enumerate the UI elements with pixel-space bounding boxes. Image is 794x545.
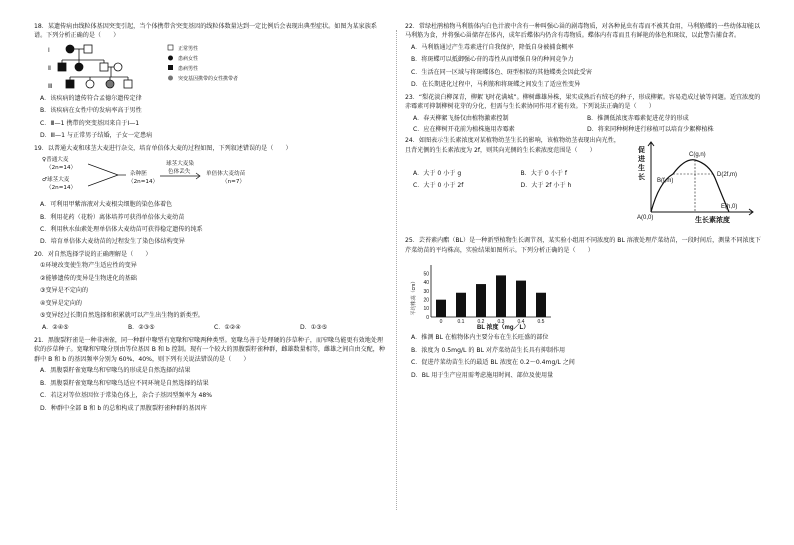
q20-item-1: ①环境改变使生物产生适应性的变异 [40,262,137,270]
q25-option-d: D．BL 用于生产应用需考虑施用时间、部位及使用量 [411,371,554,379]
q24-options-row2 [413,181,628,190]
q25-ytick: 50 [423,271,429,278]
q25-chart-block [405,257,761,331]
q22-option-c: C．生活在同一区域与将斑蝶体色、斑型相似的其他蝶类会因此受害 [411,68,592,76]
gen1-male-normal [84,45,92,53]
q20-item-2: ②能够遗传的变异是生物进化的基础 [40,274,137,282]
q20-item-3: ③变异是不定向的 [40,287,89,295]
q18-pedigree [48,43,386,91]
q25-xlabel: BL 浓度（mg／L） [477,325,530,332]
legend-normal-male: 正常男性 [178,45,199,52]
q25-option-c: C．促进芹菜幼苗生长的最适 BL 浓度在 0.2～0.4mg/L 之间 [411,359,575,367]
gen2-male-affected [58,63,66,71]
flow-parent1: ♀普通大麦 [42,157,69,164]
q24-point-e: E(h,0) [721,204,738,211]
q24-growth-graph [637,138,759,230]
q24-point-c: C(g,n) [689,152,706,159]
q25-option-a: A．推测 BL 在植物体内主要分布在生长旺盛的部位 [411,334,549,342]
q25-bar [496,276,506,318]
left-column [34,22,386,416]
flow-result-n: （n=7） [222,179,245,186]
q20-options [42,323,386,332]
q25-xtick: 0.1 [457,319,465,326]
q18-option-a: A．该疾病的遗传符合孟德尔遗传定律 [40,94,142,102]
legend-carrier-symbol [168,75,173,80]
q25-xtick: 0.2 [477,319,485,326]
q24-curve [651,160,729,212]
legend-affected-male: 患病男性 [178,65,199,72]
flow-arrows [88,160,128,190]
flow-step: 球茎大麦染 [166,161,194,168]
q20-option-d: D．①③⑤ [300,324,328,332]
q25-xtick: 0.3 [497,319,505,326]
q19-option-a: A．可利用甲紫溶液对大麦根尖细胞的染色体着色 [40,201,173,209]
q18-option-b: B．该疾病在女性中的发病率高于男性 [40,107,142,115]
q23-options-row1 [413,114,761,123]
q23-option-b: B．推测低浓度赤霉素促进花芽的形成 [587,114,689,122]
q24-option-c: C．大于 0 小于 2f [413,181,464,189]
gen3-male-affected [66,80,74,88]
q20-option-c: C．①②④ [214,324,241,332]
q21-option-d: D．种群中全部 B 和 b 的总和构成了黑腹裂籽雀种群的基因库 [40,404,207,412]
legend-affected-male-symbol [168,65,173,70]
q25-bar [536,293,546,317]
q24-options-row1 [413,169,628,178]
q20-item-5: ⑤变异经过长期自然选择和积累就可以产生出生物的新类型。 [40,312,204,319]
flow-parent2: ♂球茎大麦 [42,177,70,184]
q24-option-d: D．大于 2f 小于 h [520,181,572,189]
q24-ylabel-1: 促 [638,147,645,155]
flow-parent2-n: （2n=14） [46,185,77,192]
q25-ytick: 10 [423,306,429,313]
q24-option-b: B．大于 0 小于 f [520,170,567,178]
legend-carrier: 突变基因携带的女性携带者 [178,75,239,82]
gen2-spouse [114,63,122,71]
q18-option-d: D．Ⅲ—1 与正常男子结婚，子女一定患病 [40,132,153,140]
gen3-male-normal [124,80,132,88]
legend-normal-male-symbol [168,45,173,50]
q19-option-c: C．利用秋水仙素处理单倍体大麦幼苗可获得稳定遗传的纯系 [40,225,203,233]
q24-point-d: D(2f,m) [717,172,737,179]
q25-ytick: 0 [426,315,429,322]
right-column [405,22,761,383]
q24-ylabel-2: 进 [638,156,645,164]
q20-stem: 20．对自然选择学说的正确理解是（ ） [34,250,152,258]
q25-bar-chart [407,257,567,331]
q25-xtick: 0.4 [517,319,525,326]
gen-label-1: Ⅰ [48,47,50,54]
q25-xtick: 0.5 [537,319,545,326]
q19-stem: 19．以普通大麦和球茎大麦进行杂交，培育单倍体大麦的过程如图，下列叙述错误的是（ ） [34,144,292,152]
q19-flow-diagram [42,156,386,198]
q22-option-d: D．在长期进化过程中，马利筋和将斑蝶之间发生了适应性变异 [411,81,581,89]
q21-option-b: B．黑腹裂籽雀宽喙鸟和窄喙鸟适应不同环境是自然选择的结果 [40,379,209,387]
q24-point-b: B(f,m) [657,178,674,185]
q21-option-a: A．黑腹裂籽雀宽喙鸟和窄喙鸟的形成是自然选择的结果 [40,367,191,375]
gen2-female-affected [75,63,83,71]
q25-xtick: 0 [439,319,443,326]
gen2-male-normal [100,63,108,71]
q23-options-row2 [413,125,761,134]
q25-bar [456,293,466,317]
gen-label-2: Ⅱ [48,65,51,72]
q25-ylabel: 平均株高（cm） [411,278,417,316]
q20-option-a: A．②④⑤ [42,324,69,332]
q23-option-d: D．将来同种树种进行移植可以培育少絮柳植株 [587,125,714,133]
q24-point-a: A(0,0) [637,215,654,222]
q23-option-c: C．应在柳树开花前为植株施用赤霉素 [413,125,515,133]
legend-affected-female: 患病女性 [178,55,199,62]
q24-ylabel-4: 长 [638,174,645,182]
q25-ytick: 30 [423,289,429,296]
flow-parent1-n: （2n=14） [46,165,77,172]
q18-option-c: C．Ⅲ—1 携带的突变基因来自于Ⅰ—1 [40,119,140,127]
q22-option-b: B．将斑蝶可以抵御强心苷的毒性从而增强自身的种间竞争力 [411,56,574,64]
q20-item-4: ④变异是定向的 [40,299,83,307]
q19-option-b: B．利用花药（花粉）离体培养可获得单倍体大麦幼苗 [40,213,185,221]
q25-bar [476,284,486,317]
q23-option-a: A．春天柳絮飞扬仅由植物激素控制 [413,114,509,122]
q25-stem: 25．芸苔素内酯（BL）是一种新型植物生长调节剂，某实验小组用不同浓度的 BL 溶液处理芹菜幼苗，一段时间后，测量不同浓度下芹菜幼苗的平均株高，实验结果如图所示。下列分析正确的是（ ） [405,237,761,254]
q19-option-d: D．培育单倍体大麦幼苗的过程发生了染色体结构变异 [40,238,185,246]
q25-bar [436,300,446,317]
q24-option-a: A．大于 0 小于 g [413,170,462,178]
gen-label-3: Ⅲ [48,83,53,90]
q24-xlabel: 生长素浓度 [695,217,730,225]
q25-ytick: 40 [423,280,429,287]
q24-stem: 24．如图表示生长素浓度对某植物幼茎生长的影响，该植物幼茎表现出向光性，且背光侧的生长素浓度为 2f，则其向光侧的生长素浓度范围是（ ） [405,137,620,154]
flow-step2: 色体丢失 [168,169,191,176]
flow-embryo: 杂种胚 [130,171,147,178]
q24-block [405,136,761,236]
flow-arrow2 [160,172,204,180]
q20-option-b: B．②③⑤ [128,324,155,332]
q25-bar [516,281,526,317]
gen3-female-normal [86,80,94,88]
q25-ytick: 20 [423,297,429,304]
gen3-female-carrier [106,80,114,88]
q25-option-b: B．浓度为 0.5mg/L 的 BL 对芹菜幼苗生长具有抑制作用 [411,346,566,354]
pedigree-chart [48,43,348,91]
q23-stem: 23．“梨花淡白柳深青，柳絮飞时花满城”。柳树雌雄异株，果实成熟后有绒毛的种子，形成柳絮。容易造成过敏等问题。适宜浓度的赤霉素可抑制柳树花芽的分化，但需与生长素协同作用才能有效。下列说法正确的是（ ） [405,93,761,111]
legend-affected-female-symbol [168,55,173,60]
column-divider [396,30,397,510]
q18-stem: 18．某遗传病由线粒体基因突变引起，当个体携带含突变基因的线粒体数量达到一定比例后会表现出典型症状。如图为某家族系谱。下列分析正确的是（ ） [34,23,377,40]
q21-option-c: C．若这对等位基因位于常染色体上，杂合子基因型频率为 48% [40,392,213,400]
flow-result: 单倍体大麦幼苗 [206,171,246,178]
gen1-female-affected [66,45,74,53]
flow-embryo-n: （2n=14） [128,179,159,186]
q24-ylabel-3: 生 [638,165,645,173]
q21-stem: 21．黑腹裂籽雀是一种非洲雀，同一种群中喙型有宽喙和窄喙两种类型。宽喙鸟善于处理硬的莎草种子，而窄喙鸟能更有效地处理软的莎草种子。宽喙和窄喙分别由等位基因 B 和 b 控制。现有一个较大的黑腹裂籽雀种群，雌雄数量相等，雌雄之间自由交配，种群中 B 和 b 的基因频率分别为 60%、40%，则下列有关说法错误的是（ ） [34,336,385,363]
q22-stem: 22．常绿杜鹃植物马利筋体内白色汁液中含有一种叫强心甾的剧毒物质，对各种昆虫有毒而不被其食用，马利筋蝶的一些幼体却能以马利筋为食，并将强心甾储存在体内，成年后蝶体内仍含有毒物质。蝶体内有毒而且有鲜艳的体色和斑纹，以此警告捕食者。 [405,23,761,40]
q22-option-a: A．马利筋通过产生毒素进行自我保护，降低自身被捕食概率 [411,43,574,51]
